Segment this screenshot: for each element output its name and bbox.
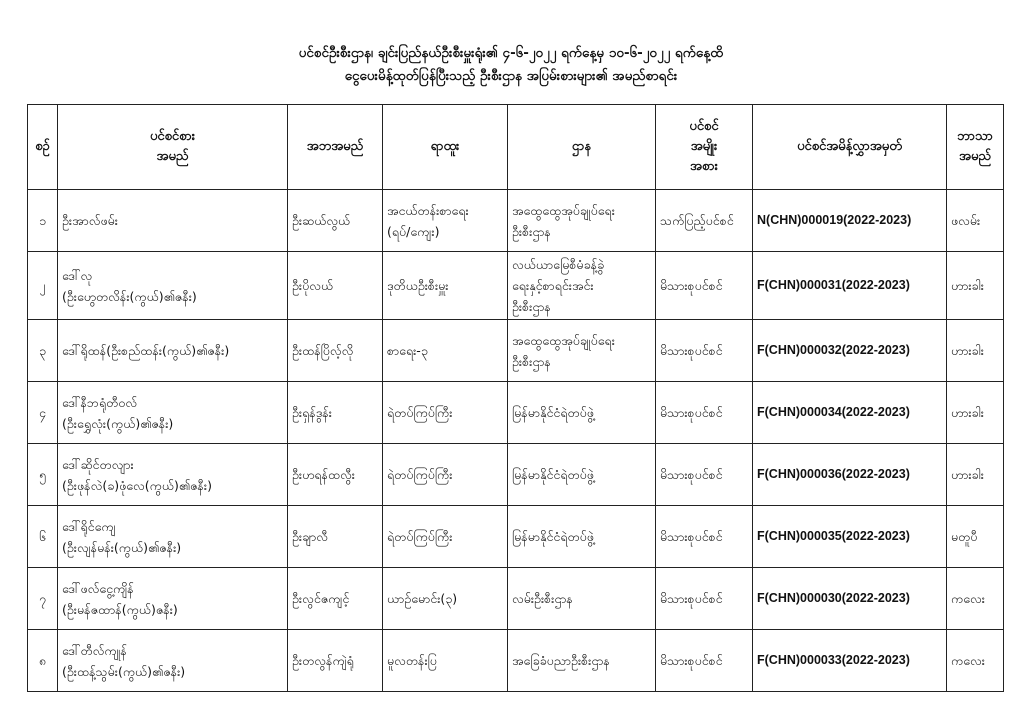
cell-department-line-1: လယ်ယာမြေစီမံခန့်ခွဲ	[512, 257, 605, 272]
cell-position-line-1: ရဲတပ်ကြပ်ကြီး	[387, 529, 453, 544]
cell-permit-number: F(CHN)000031(2022-2023)	[753, 252, 947, 320]
table-row	[28, 630, 1004, 692]
header-department: ဌာန	[508, 105, 656, 190]
cell-pensioner-name	[58, 252, 288, 320]
cell-religion: ဟားခါး	[947, 382, 1004, 444]
cell-pensioner-name-line-2: (ဦးဟွေတလိန်း(ကွယ်)၏ဇနီး)	[62, 288, 197, 304]
cell-position-line-1: အငယ်တန်းစာရေး	[387, 202, 469, 218]
header-position: ရာထူး	[383, 105, 508, 190]
cell-department-line-1: မြန်မာနိုင်ငံရဲတပ်ဖွဲ့	[512, 405, 594, 420]
cell-pensioner-name-line-1: ဒေါ်ဖလ်ငွေ့ကျိန်	[62, 580, 134, 596]
cell-department-line-1: မြန်မာနိုင်ငံရဲတပ်ဖွဲ့	[512, 467, 594, 482]
cell-pensioner-name	[58, 320, 288, 382]
cell-position-line-1: ရဲတပ်ကြပ်ကြီး	[387, 405, 453, 420]
cell-pension-type: သက်ပြည့်ပင်စင်	[656, 190, 753, 252]
cell-department-line-1: အထွေထွေအုပ်ချုပ်ရေး	[512, 202, 615, 218]
cell-position-line-2: (ရပ်/ကျေး)	[387, 223, 440, 239]
cell-department	[508, 568, 656, 630]
pensioner-table	[27, 104, 1004, 692]
cell-pensioner-name-line-2: (ဦးရွှေလုံး(ကွယ်)၏ဇနီး)	[62, 415, 174, 431]
cell-pensioner-name-line-1: ဒေါ်လု	[62, 267, 93, 283]
cell-department-line-1: အခြေခံပညာဦးစီးဌာန	[512, 653, 610, 668]
document-title-line-2: ငွေပေးမိန့်ထုတ်ပြန်ပြီးသည့် ဦးစီးဌာန အပြမ်းစားများ၏ အမည်စာရင်း	[344, 68, 678, 84]
table-header	[28, 105, 1004, 190]
cell-department	[508, 630, 656, 692]
cell-religion: ဟားခါး	[947, 252, 1004, 320]
header-pensioner-name-line-2: အမည်	[156, 149, 189, 164]
header-pensioner-name-line-1: ပင်စင်စား	[149, 129, 196, 144]
cell-permit-number: F(CHN)000034(2022-2023)	[753, 382, 947, 444]
header-pensioner-name	[58, 105, 288, 190]
cell-department-line-2: ဦးစီးဌာန	[512, 223, 551, 239]
table-row	[28, 444, 1004, 506]
cell-pensioner-name-line-1: ဒေါ်ရိုထန်(ဦးစည်ထန်း(ကွယ်)၏ဇနီး)	[62, 343, 230, 358]
cell-pensioner-name	[58, 444, 288, 506]
cell-religion: ဟားခါး	[947, 320, 1004, 382]
header-pension-type-line-1: ပင်စင်	[689, 119, 719, 134]
cell-position	[383, 630, 508, 692]
cell-permit-number: F(CHN)000035(2022-2023)	[753, 506, 947, 568]
header-pension-type-line-2: အမျိုး	[690, 139, 718, 154]
cell-department-line-2: ရေးနှင့်စာရင်းအင်း	[512, 278, 594, 293]
header-permit-number: ပင်စင်အမိန့်လွှာအမှတ်	[753, 105, 947, 190]
cell-serial-no: ၁	[28, 190, 58, 252]
cell-religion: ကလေး	[947, 568, 1004, 630]
cell-department-line-3: ဦးစီးဌာန	[512, 299, 551, 314]
cell-permit-number: F(CHN)000030(2022-2023)	[753, 568, 947, 630]
table-row	[28, 320, 1004, 382]
cell-pensioner-name	[58, 630, 288, 692]
cell-pensioner-name-line-2: (ဦးထန့်သွမ်း(ကွယ်)၏ဇနီး)	[62, 663, 186, 679]
cell-serial-no: ၄	[28, 382, 58, 444]
cell-serial-no: ၇	[28, 568, 58, 630]
cell-pensioner-name-line-1: ဒေါ်ရိုင်ကျေ	[62, 518, 116, 534]
cell-father-name: ဦးတလွန်ကျဲရုံ	[288, 630, 383, 692]
table-row	[28, 568, 1004, 630]
cell-father-name: ဦးရှန်ဒွန်း	[288, 382, 383, 444]
cell-position-line-1: စာရေး-၃	[387, 343, 428, 358]
cell-department-line-2: ဦးစီးဌာန	[512, 353, 551, 369]
header-pension-type	[656, 105, 753, 190]
cell-serial-no: ၈	[28, 630, 58, 692]
cell-department	[508, 444, 656, 506]
cell-religion: ဟားခါး	[947, 444, 1004, 506]
cell-position	[383, 190, 508, 252]
cell-department-line-1: လမ်းဦးစီးဌာန	[512, 591, 573, 606]
table-body	[28, 190, 1004, 692]
header-religion-line-1: ဘာသာ	[957, 129, 993, 144]
cell-religion: ကလေး	[947, 630, 1004, 692]
header-father-name: အဘအမည်	[288, 105, 383, 190]
cell-father-name: ဦးလွင်ဇကျင့်	[288, 568, 383, 630]
table-header-row	[28, 105, 1004, 190]
cell-pensioner-name	[58, 190, 288, 252]
cell-department	[508, 190, 656, 252]
cell-pension-type: မိသားစုပင်စင်	[656, 506, 753, 568]
header-serial-no: စဉ်	[28, 105, 58, 190]
cell-pension-type: မိသားစုပင်စင်	[656, 630, 753, 692]
cell-position-line-1: ရဲတပ်ကြပ်ကြီး	[387, 467, 453, 482]
table-row	[28, 252, 1004, 320]
header-religion	[947, 105, 1004, 190]
cell-father-name: ဦးပိုလယ်	[288, 252, 383, 320]
cell-department-line-1: မြန်မာနိုင်ငံရဲတပ်ဖွဲ့	[512, 529, 594, 544]
cell-permit-number: F(CHN)000032(2022-2023)	[753, 320, 947, 382]
cell-father-name: ဦးချာလီ	[288, 506, 383, 568]
cell-position	[383, 252, 508, 320]
cell-pensioner-name-line-2: (ဦးလျန်မန်း(ကွယ်)၏ဇနီး)	[62, 539, 182, 555]
cell-position-line-1: ယာဉ်မောင်း(၃)	[387, 591, 458, 606]
cell-serial-no: ၂	[28, 252, 58, 320]
cell-pension-type: မိသားစုပင်စင်	[656, 382, 753, 444]
cell-pensioner-name-line-1: ဒေါ်နီဘရုံတီဝလ်	[62, 394, 138, 410]
document-title-line-1: ပင်စင်ဦးစီးဌာန၊ ချင်းပြည်နယ်ဦးစီးမှူးရုံး၏ ၄-၆-၂၀၂၂ ရက်နေ့မှ ၁၀-၆-၂၀၂၂ ရက်နေ့ထိ	[298, 45, 724, 61]
cell-pension-type: မိသားစုပင်စင်	[656, 320, 753, 382]
cell-pension-type: မိသားစုပင်စင်	[656, 568, 753, 630]
cell-permit-number: F(CHN)000036(2022-2023)	[753, 444, 947, 506]
cell-pensioner-name	[58, 382, 288, 444]
cell-father-name: ဦးဆယ်လွယ်	[288, 190, 383, 252]
cell-department	[508, 382, 656, 444]
cell-permit-number: F(CHN)000033(2022-2023)	[753, 630, 947, 692]
cell-father-name: ဦးဟရန်ထလွီး	[288, 444, 383, 506]
cell-position	[383, 320, 508, 382]
cell-department	[508, 320, 656, 382]
cell-pensioner-name-line-2: (ဦးဖုန်လဲ(ခ)ဖုံလေ(ကွယ်)၏ဇနီး)	[62, 477, 212, 493]
cell-department-line-1: အထွေထွေအုပ်ချုပ်ရေး	[512, 332, 615, 348]
cell-father-name: ဦးထန်ပြိလ့်လို	[288, 320, 383, 382]
cell-pension-type: မိသားစုပင်စင်	[656, 444, 753, 506]
header-religion-line-2: အမည်	[959, 149, 991, 164]
cell-department	[508, 506, 656, 568]
header-pension-type-line-3: အစား	[690, 159, 718, 174]
cell-serial-no: ၆	[28, 506, 58, 568]
cell-position	[383, 506, 508, 568]
cell-pensioner-name-line-2: (ဦးမန်ဇထာန်(ကွယ်)ဇနီး)	[62, 601, 178, 617]
document-title	[0, 42, 1022, 88]
cell-department	[508, 252, 656, 320]
table-row	[28, 382, 1004, 444]
table-row	[28, 506, 1004, 568]
cell-position	[383, 568, 508, 630]
cell-pensioner-name	[58, 506, 288, 568]
cell-position-line-1: ဒုတိယဦးစီးမှူး	[387, 278, 449, 293]
cell-pensioner-name-line-1: ဒေါ်ဆိုင်တလျား	[62, 456, 134, 472]
cell-position	[383, 444, 508, 506]
cell-pensioner-name	[58, 568, 288, 630]
cell-religion: မတူပီ	[947, 506, 1004, 568]
cell-serial-no: ၃	[28, 320, 58, 382]
cell-religion: ဖလမ်း	[947, 190, 1004, 252]
cell-pensioner-name-line-1: ဒေါ်တီလ်ကျုန်	[62, 642, 127, 658]
cell-permit-number: N(CHN)000019(2022-2023)	[753, 190, 947, 252]
table-row	[28, 190, 1004, 252]
cell-position-line-1: မူလတန်းပြ	[387, 653, 437, 668]
cell-pension-type: မိသားစုပင်စင်	[656, 252, 753, 320]
cell-pensioner-name-line-1: ဦးအာလ်ဖမ်း	[62, 213, 118, 228]
cell-position	[383, 382, 508, 444]
cell-serial-no: ၅	[28, 444, 58, 506]
